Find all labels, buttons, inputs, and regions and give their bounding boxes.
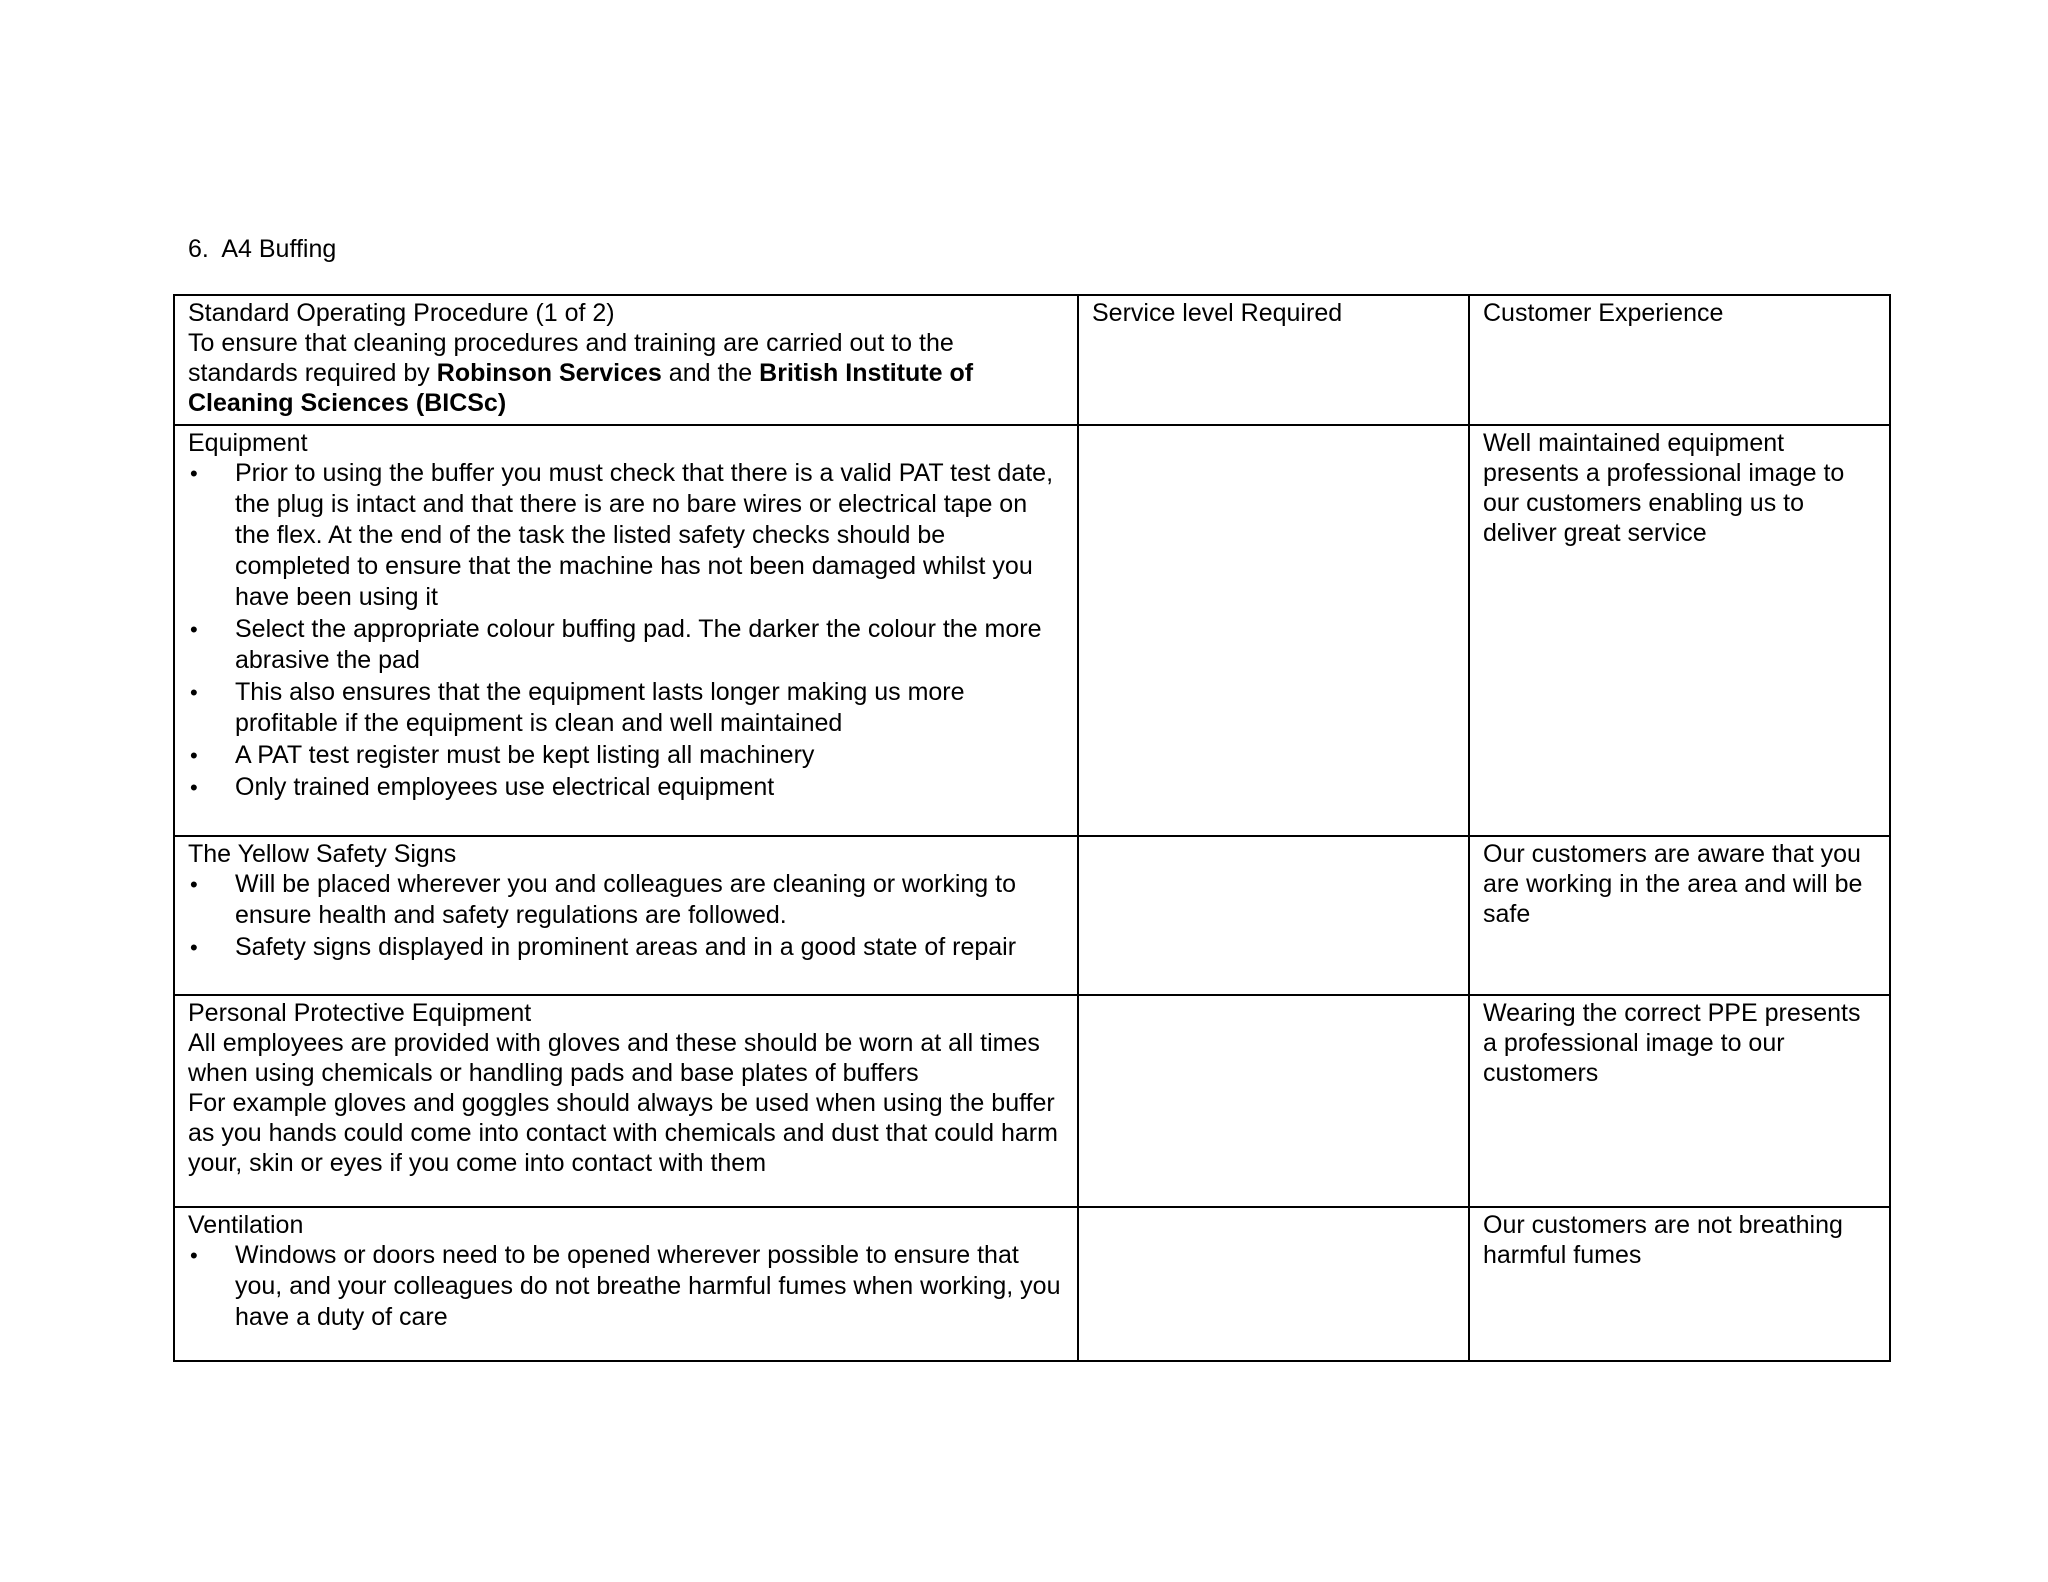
paragraph: For example gloves and goggles should always be used when using the buffer as you hands could come into contact with chemicals and dust that could harm your, skin or eyes if you come into contact with them xyxy=(188,1089,1058,1177)
list-item-text: This also ensures that the equipment lasts longer making us more profitable if the equipment is clean and well maintained xyxy=(235,678,965,737)
list-item-text: Will be placed wherever you and colleagues are cleaning or working to ensure health and safety regulations are followed. xyxy=(235,870,1016,929)
list-item xyxy=(188,614,1064,676)
bullet-list xyxy=(188,1240,1064,1333)
service-level-cell xyxy=(1078,995,1469,1207)
service-level-cell xyxy=(1078,1207,1469,1361)
service-level-cell xyxy=(1078,836,1469,995)
procedure-cell xyxy=(174,995,1078,1207)
list-item xyxy=(188,932,1064,963)
customer-experience-cell: Our customers are not breathing harmful fumes xyxy=(1469,1207,1890,1361)
procedure-header-cell xyxy=(174,295,1078,425)
table-row xyxy=(174,836,1890,995)
bullet-icon: • xyxy=(190,680,198,705)
service-level-cell xyxy=(1078,425,1469,836)
bullet-icon: • xyxy=(190,617,198,642)
table-row xyxy=(174,1207,1890,1361)
section-heading: 6. A4 Buffing xyxy=(188,235,337,263)
customer-experience-header: Customer Experience xyxy=(1469,295,1890,425)
company-name: Robinson Services xyxy=(436,359,662,387)
intro-text-1: To ensure that cleaning procedures and training are carried out to the standards required by xyxy=(188,329,954,387)
table-row xyxy=(174,995,1890,1207)
bullet-icon: • xyxy=(190,461,198,486)
bullet-icon: • xyxy=(190,1243,198,1268)
list-item xyxy=(188,740,1064,771)
bullet-icon: • xyxy=(190,743,198,768)
paragraph: All employees are provided with gloves and these should be worn at all times when using chemicals or handling pads and base plates of buffers xyxy=(188,1029,1040,1087)
bullet-icon: • xyxy=(190,775,198,800)
row-title: Personal Protective Equipment xyxy=(188,999,532,1027)
row-title: Equipment xyxy=(188,429,308,457)
list-item xyxy=(188,772,1064,803)
list-item-text: A PAT test register must be kept listing all machinery xyxy=(235,741,815,769)
table-row xyxy=(174,425,1890,836)
bullet-list xyxy=(188,869,1064,963)
bullet-icon: • xyxy=(190,935,198,960)
procedure-cell xyxy=(174,1207,1078,1361)
list-item xyxy=(188,677,1064,739)
row-title: The Yellow Safety Signs xyxy=(188,840,457,868)
procedure-title: Standard Operating Procedure (1 of 2) xyxy=(188,299,615,327)
institute-name: British Institute of Cleaning Sciences (BICSc) xyxy=(188,359,974,417)
customer-experience-cell: Well maintained equipment presents a professional image to our customers enabling us to deliver great service xyxy=(1469,425,1890,836)
bullet-icon: • xyxy=(190,872,198,897)
list-item xyxy=(188,869,1064,931)
list-item-text: Prior to using the buffer you must check that there is a valid PAT test date, the plug is intact and that there is are no bare wires or electrical tape on the flex. At the end of the task the listed safety checks should be completed to ensure that the machine has not been damaged whilst you have been using it xyxy=(235,459,1054,611)
procedure-cell xyxy=(174,836,1078,995)
procedure-intro xyxy=(188,329,973,417)
list-item-text: Safety signs displayed in prominent areas and in a good state of repair xyxy=(235,933,1017,961)
intro-text-2: and the xyxy=(661,359,760,387)
list-item-text: Only trained employees use electrical equipment xyxy=(235,773,775,801)
list-item-text: Select the appropriate colour buffing pad. The darker the colour the more abrasive the pad xyxy=(235,615,1042,674)
customer-experience-cell: Wearing the correct PPE presents a professional image to our customers xyxy=(1469,995,1890,1207)
procedure-cell xyxy=(174,425,1078,836)
sop-table xyxy=(173,294,1891,1362)
service-level-header: Service level Required xyxy=(1078,295,1469,425)
customer-experience-cell: Our customers are aware that you are working in the area and will be safe xyxy=(1469,836,1890,995)
list-item-text: Windows or doors need to be opened wherever possible to ensure that you, and your colleagues do not breathe harmful fumes when working, you have a duty of care xyxy=(235,1241,1061,1331)
table-header-row xyxy=(174,295,1890,425)
row-title: Ventilation xyxy=(188,1211,304,1239)
list-item xyxy=(188,458,1064,613)
bullet-list xyxy=(188,458,1064,803)
list-item xyxy=(188,1240,1064,1333)
